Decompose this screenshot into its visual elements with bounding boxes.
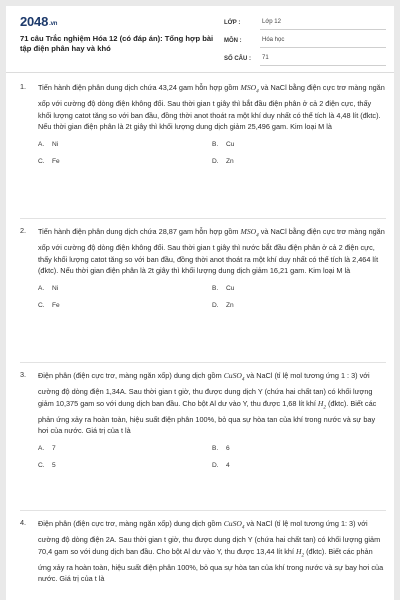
option-a[interactable] <box>38 285 212 292</box>
question-text-part: Tiến hành điện phân dung dịch chứa 28,87 gam hỗn hợp gồm <box>38 227 241 236</box>
question-4 <box>20 518 386 585</box>
option-label: C. <box>38 157 45 165</box>
document-header <box>6 6 394 73</box>
option-value: Cu <box>226 284 235 292</box>
chem-formula <box>223 371 245 383</box>
option-label: A. <box>38 140 45 148</box>
question-text <box>38 82 386 133</box>
chem-subscript: 4 <box>256 232 259 239</box>
question-text <box>38 518 386 585</box>
answer-options <box>38 445 386 469</box>
meta-key: LỚP : <box>224 20 241 26</box>
option-d[interactable] <box>212 302 386 309</box>
option-label: A. <box>38 284 45 292</box>
question-1 <box>20 82 386 165</box>
option-label: C. <box>38 462 45 469</box>
answer-options <box>38 141 386 165</box>
option-c[interactable] <box>38 302 212 309</box>
option-a[interactable] <box>38 445 212 452</box>
option-value: Ni <box>52 140 59 148</box>
meta-key: SỐ CÂU : <box>224 56 251 62</box>
document-title: 71 câu Trắc nghiệm Hóa 12 (có đáp án): Tổng hợp bài tập điện phân hay và khó <box>20 34 214 53</box>
option-label: B. <box>212 284 219 292</box>
option-value: Ni <box>52 284 59 292</box>
option-b[interactable] <box>212 445 386 452</box>
site-logo[interactable] <box>20 14 57 29</box>
question-text <box>38 226 386 277</box>
meta-value: 71 <box>260 52 386 66</box>
question-text-part: và NaCl bằng điện cực trơ màng ngăn xốp với cường độ dòng điện không đổi. Sau thời gian t giây thì bắt đầu điện phân ở cả 2 điện cực, thấy khối lượng catot tăng so với ban đầu, đồng thời anot thoát ra một khí duy nhất có thể tích là 4,48 lít (đktc). Nếu thời gian điện phân là 2t giây thì khối lượng dung dịch giảm 25,496 gam. Kim loại M là <box>38 83 385 132</box>
question-number: 2. <box>20 226 27 235</box>
chem-formula <box>240 83 259 95</box>
option-value: Zn <box>226 301 234 309</box>
chem-formula <box>317 398 326 411</box>
option-value: Cu <box>226 140 235 148</box>
chem-base: CuSO <box>223 519 242 528</box>
question-text-part: (đktc). Biết các phản ứng xảy ra hoàn toàn, hiệu suất điện phân 100%, bỏ qua sự hòa tan của khí trong nước và sự bay hơi của nước. Giá trị của t là <box>38 546 384 584</box>
question-text-part: và NaCl (tỉ lệ mol tương ứng 1: 3) với cường độ dòng điện 2A. Sau thời gian t giờ, thu được dung dịch Y (chứa hai chất tan) có khối lượng giảm 70,4 gam so với dung dịch ban đầu. Cho bột Al dư vào Y, thu được 13,44 lít khí <box>38 519 381 556</box>
option-label: C. <box>38 301 45 309</box>
chem-subscript: 2 <box>323 404 326 411</box>
chem-base: H <box>317 398 324 408</box>
question-text-part: (đktc). Biết các phản ứng xảy ra hoàn toàn, hiệu suất điện phân 100%, bỏ qua sự hòa tan của khí trong nước và sự bay hơi của nước. Giá trị của t là <box>38 398 377 436</box>
option-d[interactable] <box>212 462 386 469</box>
question-3 <box>20 370 386 469</box>
meta-key: MÔN : <box>224 38 242 44</box>
chem-base: CuSO <box>223 371 242 380</box>
option-c[interactable] <box>38 462 212 469</box>
chem-formula <box>296 546 305 559</box>
chem-base: H <box>296 546 302 556</box>
meta-table <box>224 14 386 68</box>
chem-subscript: 2 <box>301 552 305 559</box>
document-page <box>6 6 394 600</box>
option-c[interactable] <box>38 158 212 165</box>
chem-formula <box>240 227 259 239</box>
option-a[interactable] <box>38 141 212 148</box>
option-label: B. <box>212 140 219 148</box>
meta-row-class <box>224 14 386 32</box>
chem-subscript: 4 <box>256 88 259 95</box>
divider <box>20 218 386 219</box>
question-2 <box>20 226 386 309</box>
option-value: 5 <box>52 462 56 469</box>
option-value: Fe <box>52 157 60 165</box>
divider <box>20 362 386 363</box>
question-text <box>38 370 386 437</box>
option-label: B. <box>212 445 219 452</box>
meta-row-subject <box>224 32 386 50</box>
question-text-part: Điện phân (điện cực trơ, màng ngăn xốp) dung dịch gồm <box>38 519 224 528</box>
option-value: Fe <box>52 301 60 309</box>
brand-tld: .vn <box>49 21 58 27</box>
question-text-part: và NaCl (tỉ lệ mol tương ứng 1 : 3) với cường độ dòng điện 1,34A. Sau thời gian t giờ, thu được dung dịch Y (chứa hai chất tan) có khối lượng giảm 10,375 gam so với dung dịch ban đầu. Cho bột Al dư vào Y, thu được 1,68 lít khí <box>38 371 373 408</box>
question-text-part: Tiến hành điện phân dung dịch chứa 43,24 gam hỗn hợp gồm <box>38 83 241 92</box>
brand-name: 2048 <box>20 14 49 29</box>
chem-subscript: 4 <box>241 376 245 383</box>
option-value: Zn <box>226 157 234 165</box>
option-value: 7 <box>52 445 56 452</box>
question-number: 3. <box>20 370 27 379</box>
option-value: 6 <box>226 445 230 452</box>
answer-options <box>38 285 386 309</box>
meta-value: Lớp 12 <box>260 16 386 30</box>
chem-formula <box>223 519 245 531</box>
chem-base: MSO <box>240 227 257 236</box>
option-b[interactable] <box>212 141 386 148</box>
option-label: D. <box>212 462 219 469</box>
option-label: A. <box>38 445 45 452</box>
option-value: 4 <box>226 462 230 469</box>
option-label: D. <box>212 301 219 309</box>
question-text-part: Điện phân (điện cực trơ, màng ngăn xốp) dung dịch gồm <box>38 371 224 380</box>
option-d[interactable] <box>212 158 386 165</box>
option-b[interactable] <box>212 285 386 292</box>
chem-subscript: 4 <box>241 524 245 531</box>
meta-row-count <box>224 50 386 68</box>
question-number: 4. <box>20 518 27 527</box>
chem-base: MSO <box>240 83 257 92</box>
question-text-part: và NaCl bằng điện cực trơ màng ngăn xốp với cường độ dòng điện không đổi. Sau thời gian t giây thì nước bắt đầu điện phân ở cả 2 điện cực, thấy khối lượng catot tăng so với ban đầu, đồng thời anot thoát ra một khí duy nhất có thể tích là 2,464 lít (đktc). Nếu thời gian điện phân là 2t giây thì khối lượng dung dịch giảm 16,21 gam. Kim loại M là <box>38 227 385 276</box>
meta-value: Hóa học <box>260 34 386 48</box>
divider <box>20 510 386 511</box>
option-label: D. <box>212 157 219 165</box>
question-number: 1. <box>20 82 27 91</box>
